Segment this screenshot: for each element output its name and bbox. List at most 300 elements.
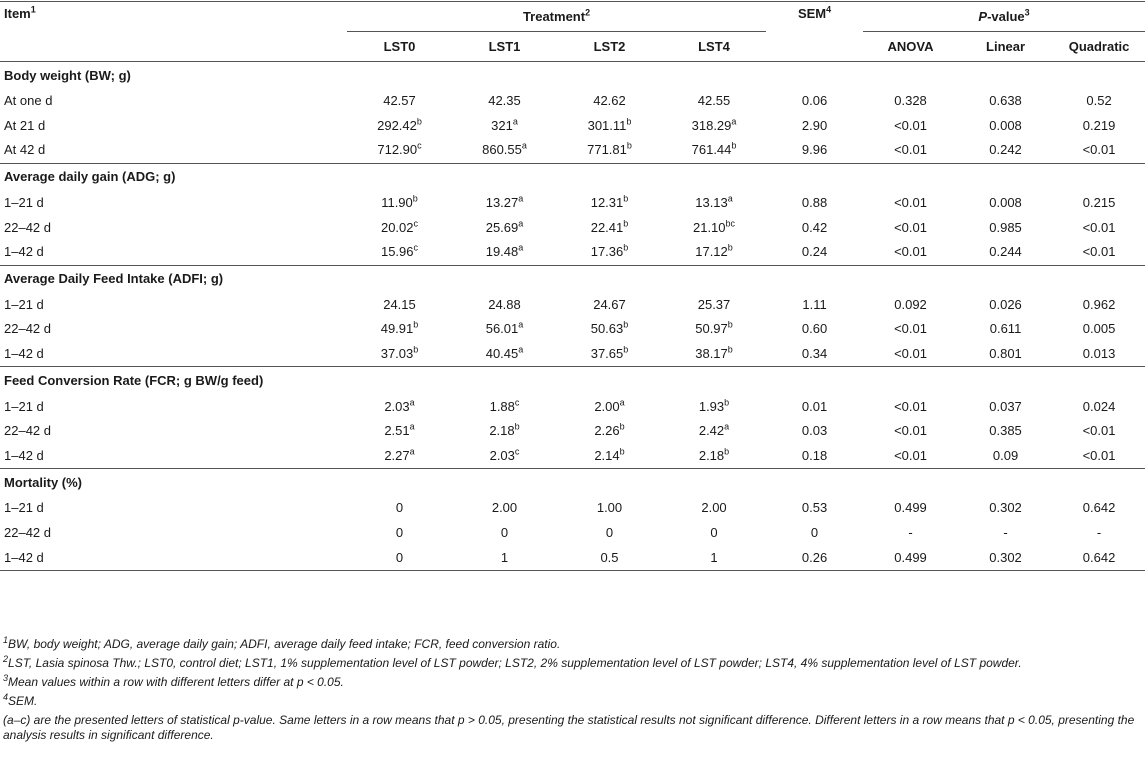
significance-letter: a [518,218,524,229]
table-row [0,521,1145,546]
table-cell [557,444,662,469]
table-cell [452,444,557,469]
cell-value: 2.42 [698,423,725,439]
table-row [0,191,1145,216]
cell-value: 9.96 [801,142,828,158]
table-cell [766,240,863,265]
table-cell [958,138,1053,163]
cell-value: <0.01 [894,117,927,133]
cell-value: 0.024 [1082,398,1116,414]
table-cell [662,240,766,265]
table-cell [662,114,766,139]
cell-value: 0.008 [989,195,1022,211]
cell-value: - [908,525,913,541]
significance-letter: b [724,446,730,457]
table-row [0,240,1145,265]
cell-value: 1 [500,549,509,565]
table-cell [1053,215,1145,240]
cell-value: 0.09 [992,447,1019,463]
table-cell [1053,521,1145,546]
cell-value: 0 [810,525,819,541]
table-cell [557,191,662,216]
cell-value: 42.62 [593,93,626,109]
cell-value: <0.01 [894,321,927,337]
table-row [0,545,1145,570]
table-cell [1053,240,1145,265]
group-header-row [0,265,1145,293]
cell-value: 15.96 [380,244,414,260]
cell-value: 0 [710,525,718,541]
cell-value: <0.01 [894,244,927,260]
cell-value: 0.642 [1082,549,1116,565]
table-cell [452,419,557,444]
header-quadratic: Quadratic [1053,32,1145,62]
footnotes [3,637,1141,747]
cell-value: 2.03 [384,398,410,414]
row-label: At 42 d [4,142,46,158]
cell-value: 50.63 [590,321,624,337]
cell-value: 0.24 [801,244,828,260]
table-cell [766,293,863,318]
table-body [0,62,1145,571]
table-cell [766,545,863,570]
group-header-row [0,367,1145,395]
footnote-text: LST, Lasia spinosa Thw.; LST0, control diet; LST1, 1% supplementation level of LST powder; LST2, 2% supplementation level of LST powder; LST4, 4% supplementation level of LST powder. [8,656,1022,670]
footnote [3,713,1141,743]
cell-value: 761.44 [691,142,732,158]
cell-value: 1 [710,549,718,565]
cell-value: 0 [395,500,404,516]
header-lst2: LST2 [557,32,662,62]
table-cell [766,521,863,546]
cell-value: <0.01 [894,219,927,235]
table-cell [662,342,766,367]
cell-value: 17.36 [590,244,624,260]
table-cell [863,496,958,521]
table-cell [557,394,662,419]
cell-value: 0.642 [1082,500,1116,516]
cell-value: 2.00 [701,500,727,516]
table-cell [958,394,1053,419]
cell-value: 40.45 [485,346,519,362]
table-cell [958,89,1053,114]
cell-value: 0.244 [989,244,1022,260]
table-cell [452,191,557,216]
cell-value: 0 [395,549,404,565]
table-cell [347,342,452,367]
cell-value: <0.01 [894,142,927,158]
row-label: At one d [4,93,53,109]
table-cell [958,521,1053,546]
table-cell [766,138,863,163]
cell-value: 50.97 [695,321,728,337]
cell-value: 0.328 [894,93,927,109]
significance-letter: a [409,421,415,432]
cell-value: 17.12 [695,244,728,260]
significance-letter: c [514,446,520,457]
table-row [0,419,1145,444]
table-cell [958,191,1053,216]
cell-value: 0.499 [894,500,927,516]
table-cell [863,114,958,139]
table-row [0,138,1145,163]
cell-value: <0.01 [894,346,927,362]
table-cell [452,342,557,367]
table-row [0,496,1145,521]
cell-value: 0 [395,525,404,541]
footnote [3,694,1141,709]
cell-value: 0.34 [801,346,828,362]
table-row [0,317,1145,342]
table-cell [863,394,958,419]
cell-value: 301.11 [587,117,627,133]
table-cell [662,191,766,216]
footnote-text: SEM. [8,694,38,708]
significance-letter: c [417,141,422,152]
table-cell [452,521,557,546]
cell-value: 321 [491,117,513,133]
table-cell [766,394,863,419]
group-header-row [0,469,1145,497]
table-cell [347,394,452,419]
significance-letter: b [626,116,632,127]
table-cell [958,317,1053,342]
table-cell [1053,138,1145,163]
cell-value: 1.93 [698,398,725,414]
table-cell [766,317,863,342]
table-cell [662,496,766,521]
significance-letter: b [413,344,419,355]
table-cell [958,240,1053,265]
group-title: Body weight (BW; g) [0,62,1145,90]
cell-value: 25.37 [697,296,731,312]
header-sem: SEM$^4$ [766,2,863,62]
table-cell [863,444,958,469]
significance-letter: b [727,320,733,331]
table-cell [1053,317,1145,342]
significance-letter: c [413,218,419,229]
table-cell [557,342,662,367]
table-cell [557,496,662,521]
table-cell [557,138,662,163]
cell-value: 56.01 [485,321,519,337]
significance-letter: b [514,421,520,432]
cell-value: 860.55 [482,142,522,158]
table-cell [863,317,958,342]
significance-letter: b [731,141,737,152]
table-cell [766,496,863,521]
cell-value: 0.008 [989,117,1022,133]
cell-value: 2.03 [489,447,515,463]
table-cell [452,394,557,419]
footnote [3,637,1141,652]
table-cell [863,419,958,444]
table-cell [958,293,1053,318]
table-row [0,89,1145,114]
table-cell [347,240,452,265]
table-cell [557,215,662,240]
footnote-marker: 1 [3,635,9,645]
cell-value: <0.01 [1082,219,1116,235]
row-label: 1–21 d [4,500,44,516]
cell-value: 0.242 [989,142,1022,158]
table-cell [958,444,1053,469]
cell-value: 2.26 [594,423,620,439]
table-cell [452,215,557,240]
table-row [0,215,1145,240]
table-cell [766,215,863,240]
table-cell [863,215,958,240]
table-cell [1053,191,1145,216]
row-label: 1–42 d [0,545,347,570]
cell-value: 24.88 [488,296,521,312]
header-anova: ANOVA [863,32,958,62]
cell-value: 49.91 [380,321,414,337]
significance-letter: a [409,446,415,457]
table-cell [452,545,557,570]
table-cell [347,114,452,139]
cell-value: 2.14 [594,447,620,463]
cell-value: 0.42 [801,219,828,235]
significance-letter: a [518,242,524,253]
table-cell [557,114,662,139]
cell-value: 292.42 [377,117,417,133]
table-cell [863,342,958,367]
row-label: 1–21 d [4,296,44,312]
cell-value: - [1003,525,1008,541]
row-label: 22–42 d [4,525,51,541]
cell-value: <0.01 [1082,244,1116,260]
header-linear: Linear [958,32,1053,62]
table-cell [347,293,452,318]
table-cell [347,444,452,469]
cell-value: 2.18 [698,447,725,463]
table-cell [1053,114,1145,139]
table-cell [863,138,958,163]
cell-value: 0.638 [989,93,1022,109]
header-lst1: LST1 [452,32,557,62]
significance-letter: b [727,344,733,355]
cell-value: <0.01 [894,195,927,211]
cell-value: 11.90 [381,195,413,211]
row-label: 1–42 d [4,346,44,362]
cell-value: 42.55 [697,93,731,109]
table-cell [662,394,766,419]
cell-value: 0.801 [989,346,1022,362]
table-row [0,394,1145,419]
significance-letter: a [518,193,524,204]
significance-letter: b [623,344,629,355]
cell-value: 0.013 [1082,346,1116,362]
table-cell [766,191,863,216]
table-cell [557,89,662,114]
significance-letter: a [409,397,415,408]
cell-value: 0.53 [801,500,828,516]
cell-value: 0.26 [801,549,828,565]
cell-value: - [1096,525,1102,541]
row-label: 1–21 d [4,195,44,211]
cell-value: 42.35 [488,93,521,109]
significance-letter: bc [725,218,736,229]
cell-value: 2.00 [594,398,620,414]
row-label: 22–42 d [4,423,51,439]
header-item: Item$^1$ [0,2,347,62]
cell-value: 0.026 [989,296,1022,312]
table-cell [452,240,557,265]
significance-letter: b [724,397,730,408]
table-cell [347,496,452,521]
group-title: Feed Conversion Rate (FCR; g BW/g feed) [0,367,1145,395]
significance-letter: a [518,320,524,331]
table-cell [1053,545,1145,570]
row-label: 1–42 d [4,244,44,260]
cell-value: 42.57 [383,93,416,109]
significance-letter: a [727,193,733,204]
cell-value: <0.01 [894,423,927,439]
table-row [0,114,1145,139]
cell-value: 0.962 [1082,296,1116,312]
table-cell [1053,394,1145,419]
table-cell [662,545,766,570]
cell-value: 20.02 [380,219,414,235]
cell-value: <0.01 [1082,142,1116,158]
footnote-marker: 3 [3,673,9,683]
group-title: Mortality (%) [0,469,1145,497]
table-cell [1053,444,1145,469]
table-cell [766,89,863,114]
cell-value: 38.17 [695,346,728,362]
table-cell [958,215,1053,240]
table-cell [863,89,958,114]
table-cell [347,545,452,570]
table-cell [557,521,662,546]
significance-letter: a [724,421,730,432]
cell-value: 37.03 [380,346,414,362]
table-cell [662,317,766,342]
cell-value: <0.01 [1082,447,1116,463]
cell-value: 0.60 [801,321,828,337]
table-cell [863,191,958,216]
table-cell [1053,293,1145,318]
row-label: 1–21 d [4,398,44,414]
significance-letter: b [626,141,632,152]
cell-value: 0.499 [894,549,927,565]
significance-letter: b [619,421,625,432]
cell-value: 0.215 [1082,195,1116,211]
table-row [0,444,1145,469]
cell-value: 0 [605,525,614,541]
significance-letter: b [623,193,629,204]
cell-value: 24.67 [593,296,626,312]
cell-value: 0.005 [1082,321,1116,337]
significance-letter: a [731,116,737,127]
footnote [3,675,1141,690]
cell-value: 0.5 [600,549,619,565]
cell-value: 22.41 [590,219,624,235]
table-cell [662,138,766,163]
table-cell [452,293,557,318]
group-header-row [0,163,1145,191]
cell-value: 0.06 [801,93,828,109]
cell-value: 712.90 [377,142,418,158]
table-cell [958,114,1053,139]
table-cell [452,114,557,139]
table-cell [662,215,766,240]
group-header-row [0,62,1145,90]
footnote-text: (a–c) are the presented letters of statistical p-value. Same letters in a row means that p > 0.05, presenting the statistical results not significant difference. Different letters in a row means that p < 0.05, presenting the analysis results in significant difference. [3,713,1135,742]
cell-value: 0.18 [801,447,828,463]
table-cell [662,89,766,114]
cell-value: 1.00 [596,500,623,516]
significance-letter: a [521,141,527,152]
row-label: At 21 d [4,117,46,133]
cell-value: 37.65 [590,346,624,362]
table-row [0,342,1145,367]
header-treatment: Treatment$^2$ [347,2,766,32]
table-cell [662,293,766,318]
cell-value: 0.219 [1082,117,1116,133]
cell-value: 0.302 [989,549,1022,565]
table-cell [452,317,557,342]
significance-letter: a [512,116,518,127]
cell-value: 0.985 [989,219,1022,235]
cell-value: 1.11 [802,296,827,312]
cell-value: 0.52 [1086,93,1112,109]
table-cell [347,191,452,216]
significance-letter: a [619,397,625,408]
table-cell [1053,496,1145,521]
header-pvalue: P-value$^3$ [863,2,1145,32]
row-label: 1–42 d [4,447,44,463]
cell-value: 0.092 [894,296,927,312]
table-cell [863,240,958,265]
table-cell [662,444,766,469]
table-cell [557,545,662,570]
significance-letter: b [727,242,733,253]
table-cell [557,419,662,444]
footnote-text: Mean values within a row with different letters differ at p < 0.05. [8,675,344,689]
table-cell [347,317,452,342]
significance-letter: b [413,320,419,331]
significance-letter: a [518,344,524,355]
cell-value: 24.15 [383,296,416,312]
table-cell [557,317,662,342]
cell-value: 0.611 [989,321,1022,337]
row-label: 22–42 d [4,321,51,337]
table-row [0,293,1145,318]
table-cell [1053,342,1145,367]
cell-value: 13.13 [695,195,728,211]
cell-value: 13.27 [485,195,519,211]
cell-value: 2.18 [489,423,515,439]
table-cell [452,496,557,521]
footnote [3,656,1141,671]
cell-value: 0 [500,525,509,541]
cell-value: 0.88 [801,195,828,211]
table-cell [766,342,863,367]
cell-value: <0.01 [894,447,927,463]
table-cell [863,545,958,570]
table-cell [557,293,662,318]
footnote-marker: 4 [3,692,9,702]
cell-value: 318.29 [691,117,732,133]
cell-value: 771.81 [587,142,627,158]
table-cell [662,419,766,444]
cell-value: 0.385 [989,423,1022,439]
header-lst4: LST4 [662,32,766,62]
cell-value: 1.88 [489,398,515,414]
cell-value: 2.27 [384,447,410,463]
